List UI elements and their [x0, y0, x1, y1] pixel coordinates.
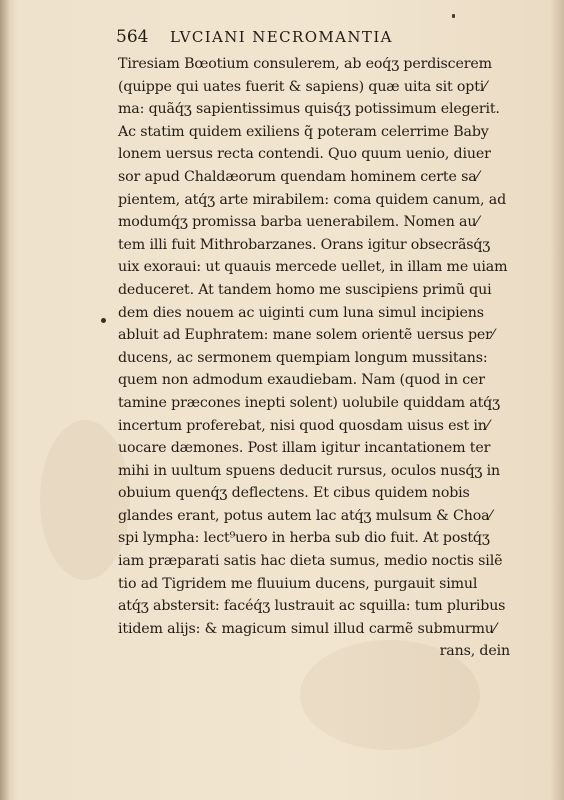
text-line: lonem uersus recta contendi. Quo quum uenio, diuer — [118, 146, 491, 163]
text-line: ducens, ac sermonem quempiam longum mussitans: — [118, 349, 488, 366]
ink-dot — [101, 318, 106, 323]
text-line: glandes erant, potus autem lac atq́ʒ mulsum & Choa⁄ — [118, 507, 492, 524]
text-line: (quippe qui uates fuerit & sapiens) quæ uita sit opti⁄ — [118, 78, 487, 95]
text-line: uocare dæmones. Post illam igitur incantationem ter — [118, 440, 491, 457]
text-block — [118, 53, 518, 663]
gutter-shadow — [0, 0, 10, 800]
text-line: pientem, atq́ʒ arte mirabilem: coma quidem canum, ad — [118, 191, 507, 208]
text-line: incertum proferebat, nisi quod quosdam uisus est in⁄ — [118, 417, 490, 434]
text-line: Tiresiam Bœotium consulerem, ab eoq́ʒ perdiscerem — [118, 56, 492, 72]
text-line: abluit ad Euphratem: mane solem orientẽ uersus per⁄ — [118, 327, 494, 344]
text-line: modumq́ʒ promissa barba uenerabilem. Nomen au⁄ — [118, 214, 479, 231]
page-number: 564 — [116, 27, 149, 47]
text-line: sor apud Chaldæorum quendam hominem certe sa⁄ — [118, 168, 479, 185]
text-line: dem dies nouem ac uiginti cum luna simul incipiens — [118, 304, 484, 321]
text-line: itidem alijs: & magicum simul illud carmẽ submurmu⁄ — [118, 620, 496, 637]
text-line: iam præparati satis hac dieta sumus, medio noctis silẽ — [118, 553, 503, 570]
running-title: LVCIANI NECROMANTIA — [170, 28, 393, 46]
text-line: tamine præcones inepti solent) uolubile quiddam atq́ʒ — [118, 394, 500, 411]
text-line: tio ad Tigridem me fluuium ducens, purgauit simul — [118, 575, 478, 592]
text-line: quem non admodum exaudiebam. Nam (quod in cer — [118, 372, 485, 389]
page-header — [116, 27, 446, 49]
text-line: atq́ʒ abstersit: facéq́ʒ lustrauit ac squilla: tum pluribus — [118, 598, 506, 615]
text-line: Ac statim quidem exiliens q̃ poteram celerrime Baby — [118, 123, 489, 140]
text-line: uix exoraui: ut quauis mercede uellet, in illam me uiam — [118, 259, 508, 276]
edge-shadow — [550, 0, 564, 800]
text-line: deduceret. At tandem homo me suscipiens primũ qui — [118, 281, 492, 298]
text-line: ma: quãq́ʒ sapientissimus quisq́ʒ potissimum elegerit. — [118, 101, 500, 118]
paper-stain — [40, 420, 130, 580]
text-line: spi lympha: lect⁹uero in herba sub dio fuit. At postq́ʒ — [118, 530, 490, 547]
text-line: obuium quenq́ʒ deflectens. Et cibus quidem nobis — [118, 485, 470, 502]
ink-mark — [452, 14, 455, 18]
catchword-line: rans, dein — [439, 643, 510, 660]
text-line: mihi in uultum spuens deducit rursus, oculos nusq́ʒ in — [118, 462, 500, 479]
text-line: tem illi fuit Mithrobarzanes. Orans igitur obsecrãsq́ʒ — [118, 236, 491, 253]
